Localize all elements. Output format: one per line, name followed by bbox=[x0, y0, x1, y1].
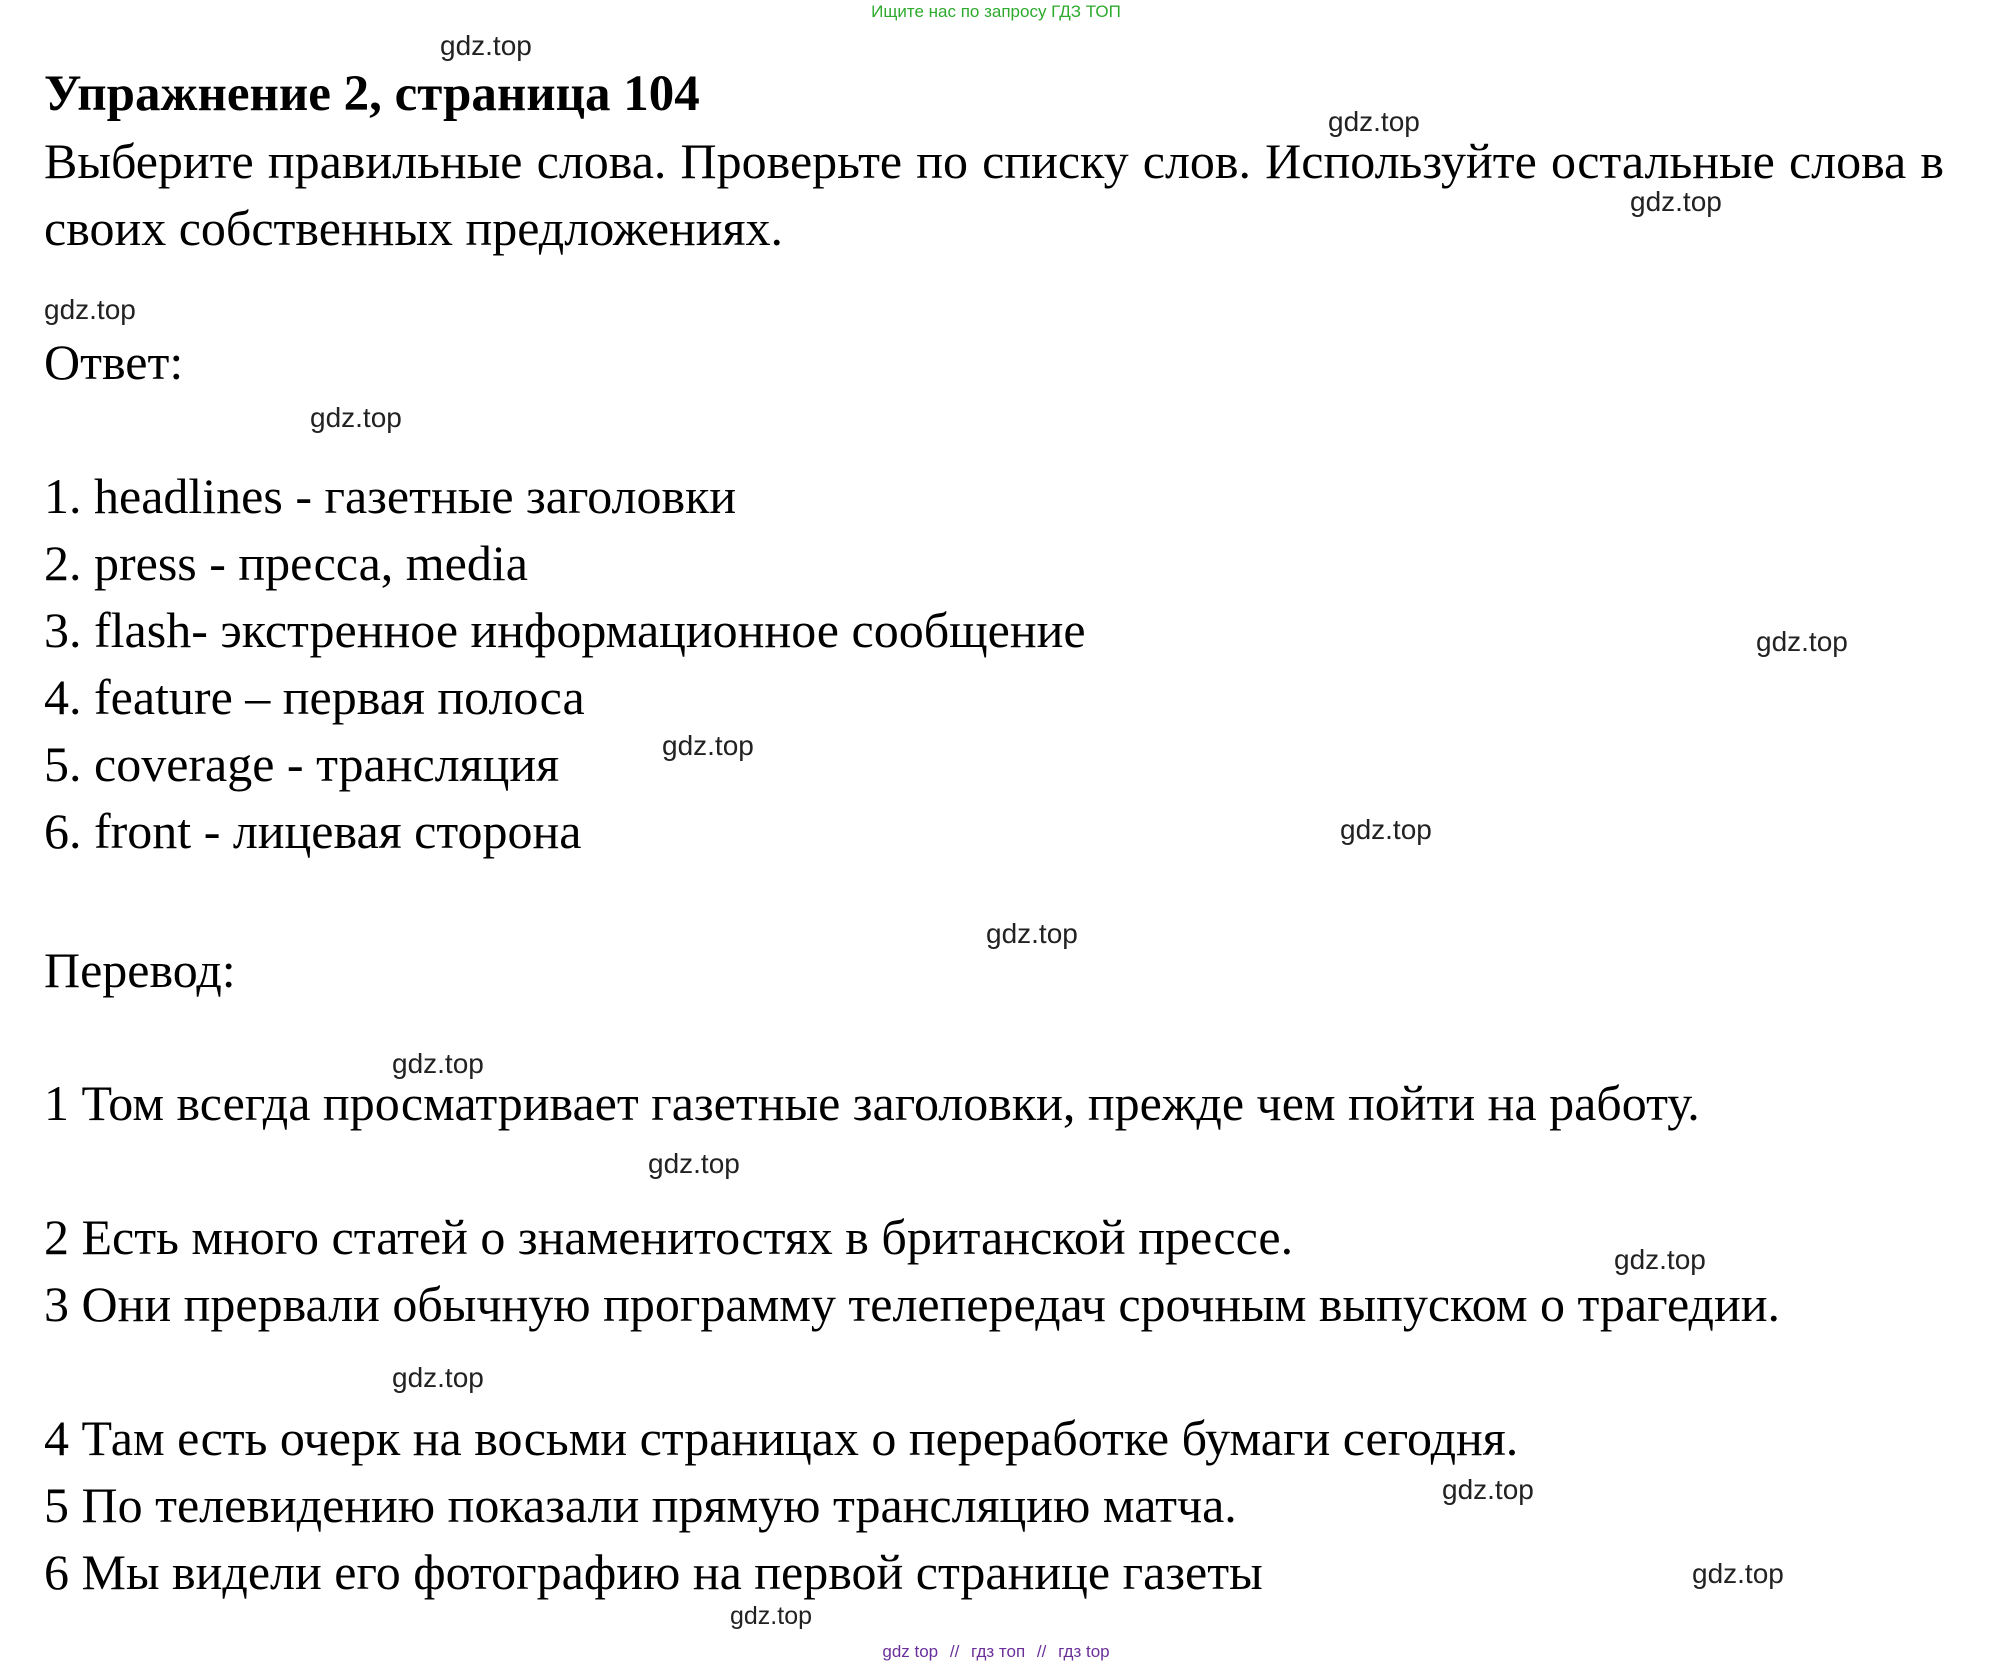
translation-item: 2 Есть много статей о знаменитостях в британской прессе. bbox=[44, 1209, 1294, 1265]
watermark: gdz.top bbox=[392, 1362, 484, 1393]
watermark: gdz.top bbox=[1328, 106, 1420, 137]
task-text: Выберите правильные слова. Проверьте по списку слов. Используйте остальные слова в своих собственных предложениях. bbox=[44, 133, 1944, 256]
answer-item: 3. flash- экстренное информационное сообщение bbox=[44, 602, 1086, 658]
watermark: gdz.top bbox=[1442, 1474, 1534, 1505]
answer-label: Ответ: bbox=[44, 334, 184, 390]
footer-separator: // bbox=[1036, 1642, 1047, 1661]
watermark: gdz.top bbox=[1614, 1244, 1706, 1275]
translation-item: 1 Том всегда просматривает газетные заголовки, прежде чем пойти на работу. bbox=[44, 1075, 1700, 1131]
answer-item: 4. feature – первая полоса bbox=[44, 669, 585, 725]
watermark: gdz.top bbox=[1756, 626, 1848, 657]
watermark: gdz.top bbox=[392, 1048, 484, 1079]
footer-text: gdz top bbox=[882, 1642, 939, 1661]
answer-item: 6. front - лицевая сторона bbox=[44, 803, 582, 859]
translation-item: 4 Там есть очерк на восьми страницах о переработке бумаги сегодня. bbox=[44, 1410, 1519, 1466]
watermark: gdz.top bbox=[730, 1602, 813, 1630]
footer-text: гдз топ bbox=[971, 1642, 1026, 1661]
translation-item: 5 По телевидению показали прямую трансляцию матча. bbox=[44, 1477, 1237, 1533]
answer-item: 5. coverage - трансляция bbox=[44, 736, 560, 792]
footer bbox=[0, 1642, 1992, 1662]
page-title: Упражнение 2, страница 104 bbox=[44, 66, 700, 122]
watermark: gdz.top bbox=[310, 402, 402, 433]
watermark: gdz.top bbox=[1692, 1558, 1784, 1589]
answer-item: 2. press - пресса, media bbox=[44, 535, 528, 591]
watermark: gdz.top bbox=[44, 294, 136, 325]
translation-label: Перевод: bbox=[44, 942, 236, 998]
translation-item: 6 Мы видели его фотографию на первой странице газеты bbox=[44, 1544, 1263, 1600]
answer-item: 1. headlines - газетные заголовки bbox=[44, 468, 737, 524]
translation-item: 3 Они прервали обычную программу телепередач срочным выпуском о трагедии. bbox=[44, 1276, 1780, 1332]
watermark: gdz.top bbox=[662, 730, 754, 761]
footer-separator: // bbox=[949, 1642, 960, 1661]
footer-text: гдз top bbox=[1058, 1642, 1110, 1661]
watermark: gdz.top bbox=[1340, 814, 1432, 845]
watermark: gdz.top bbox=[440, 30, 532, 61]
search-banner: Ищите нас по запросу ГДЗ ТОП bbox=[871, 2, 1121, 21]
watermark: gdz.top bbox=[986, 918, 1078, 949]
watermark: gdz.top bbox=[648, 1148, 740, 1179]
watermark: gdz.top bbox=[1630, 186, 1722, 217]
